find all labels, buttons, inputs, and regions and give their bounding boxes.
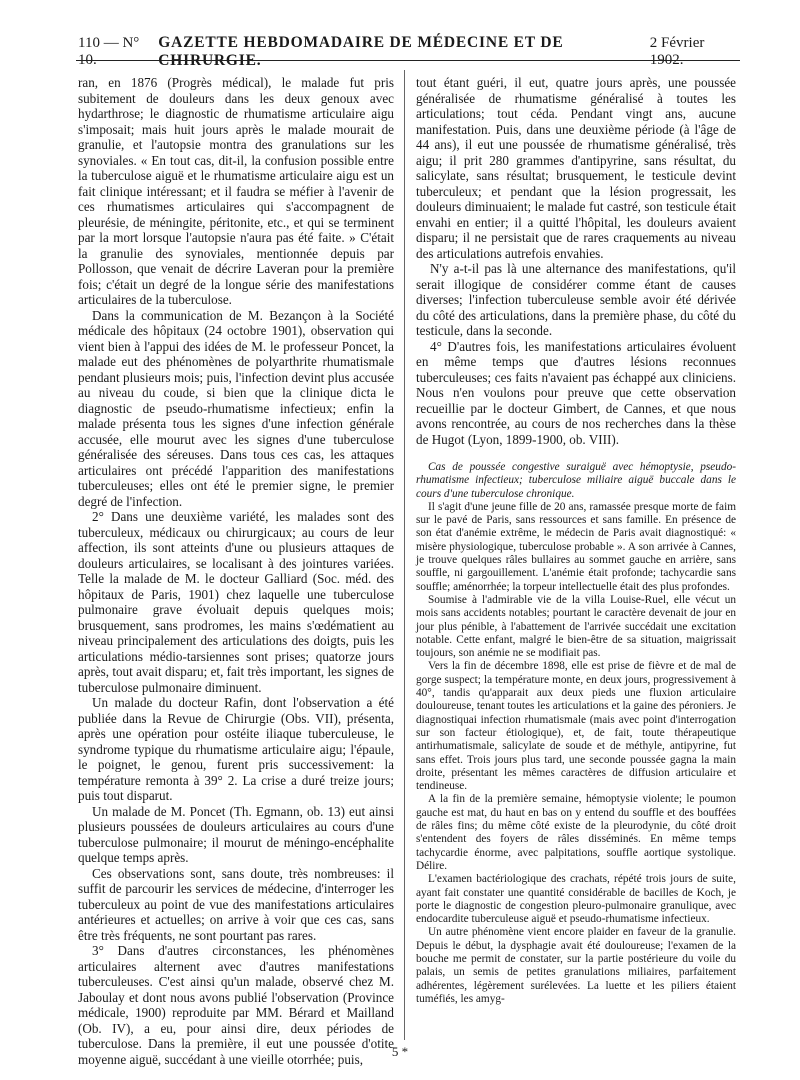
case-paragraph: Vers la fin de décembre 1898, elle est prise de fièvre et de mal de gorge suspect; la température monte, en deux jours, progressivement à 40°, tandis qu'apparait aux deux pieds une fluxion articulaire douloureuse, tenant toutes les articulations et la gaine des péroniers. Je diagnostiquai infection rhumatismale (mais avec point d'interrogation sur son facteur étiologique), et, de fait, toute thérapeutique antirhumatismale, salicylate de soude et de méthyle, antipyrine, fut sans effet. Trois jours plus tard, une seconde poussée gagna la main droite, présentant les mêmes caractères de diffusion articulaire et tendineuse. [416,660,736,793]
header-date: 2 Février 1902. [649,35,705,68]
header-rule [76,60,740,61]
case-paragraph: Soumise à l'admirable vie de la villa Louise-Ruel, elle vécut un mois sans accidents notables; pourtant le caractère devenait de jour en jour plus pénible, à l'abattement de l'arrivée succédait une excitation notable. Cette enfant, malgré le bien-être de sa situation, maigrissait toujours, son anémie ne se modifiait pas. [416,593,736,660]
header-page-number: 110 — N° 10. [78,35,140,68]
running-header [78,34,738,69]
header-journal-title: GAZETTE HEBDOMADAIRE DE MÉDECINE ET DE CHIRURGIE. [158,34,564,69]
paragraph: Un malade du docteur Rafin, dont l'observation a été publiée dans la Revue de Chirurgie (Obs. VII), présenta, après une opération pour ostéite iliaque tuberculeuse, le syndrome typique du rhumatisme articulaire aigu; l'épaule, le poignet, le genou, furent pris successivement: la température remonta à 39° 2. La crise a duré treize jours; puis tout disparut. [78,695,394,803]
paragraph: Ces observations sont, sans doute, très nombreuses: il suffit de parcourir les services de médecine, d'interroger les tuberculeux au point de vue des manifestations articulaires antérieures et actuelles; on arrive à voir que ces cas, sans être très fréquents, ne sont pourtant pas rares. [78,865,394,943]
case-paragraph: A la fin de la première semaine, hémoptysie violente; le poumon gauche est mat, du haut en bas on y entend du souffle et des bouffées de râles fins; du même côté existe de la pleurodynie, du côté droit s'entendent des foyers de râles disséminés. En même temps tachycardie énorme, avec palpitations, souffle aortique systolique. Délire. [416,793,736,872]
paragraph: N'y a-t-il pas là une alternance des manifestations, qu'il serait illogique de considérer comme étant de causes diverses; l'infection tuberculeuse semble avoir été dérivée du côté des articulations, dans la première phase, du côté du testicule, dans la seconde. [416,261,736,338]
paragraph: Un malade de M. Poncet (Th. Egmann, ob. 13) eut ainsi plusieurs poussées de douleurs articulaires au cours d'une tuberculose pulmonaire; il mourut de méningo-encéphalite quelque temps après. [78,803,394,865]
paragraph: 4° D'autres fois, les manifestations articulaires évoluent en même temps que d'autres lésions reconnues tuberculeuses; ces faits n'avaient pas échappé aux cliniciens. Nous n'en voulons pour preuve que cette observation recueillie par le docteur Gimbert, de Cannes, et que nous avons rencontrée, au cours de nos recherches dans la thèse de Hugot (Lyon, 1899-1900, ob. VIII). [416,338,736,447]
page-footer-mark: 5 * [391,1044,409,1059]
right-column [416,75,736,1006]
column-divider [404,70,405,1040]
case-paragraph: Il s'agit d'une jeune fille de 20 ans, ramassée presque morte de faim sur le pavé de Paris, sans ressources et sans famille. En présence de son état d'anémie extrême, le médecin de Paris avait diagnostiqué: « misère physiologique, tuberculose probable ». A son arrivée à Cannes, je trouve quelques râles bullaires au sommet gauche en arrière, sans souffle, ni gargouillement. L'anémie était profonde; tachycardie sans souffle; aménorrhée; la torpeur intellectuelle était des plus profondes. [416,500,736,593]
case-report [416,461,736,1006]
case-title: Cas de poussée congestive suraiguë avec hémoptysie, pseudo-rhumatisme infectieux; tuberculose miliaire aiguë buccale dans le cours d'une tuberculose chronique. [416,461,736,500]
paragraph: 3° Dans d'autres circonstances, les phénomènes articulaires alternent avec d'autres manifestations tuberculeuses. C'est ainsi qu'un malade, observé chez M. Jaboulay et dont nous avons publié l'observation (Province médicale, 1900) reproduite par MM. Bérard et Mailland (Ob. IV), a eu, pour ainsi dire, deux périodes de tuberculose. Dans la première, il eut une poussée d'otite moyenne aiguë, succédant à une vieille otorrhée; puis, [78,943,394,1067]
paragraph: 2° Dans une deuxième variété, les malades sont des tuberculeux, médicaux ou chirurgicaux; au cours de leur affection, ils sont atteints d'une ou plusieurs attaques de douleurs articulaires, se localisant à des jointures variées. Telle la malade de M. le docteur Galliard (Soc. méd. des hôpitaux de Paris, 1901) chez laquelle une tuberculose pulmonaire grave évoluait depuis quelques mois; brusquement, sans prodromes, les mains s'œdématient au niveau principalement des articulations des doigts, puis les articulations médio-tarsiennes sont prises; quatorze jours après, tout avait disparu; et, fait très important, les signes de tuberculose pulmonaire diminuent. [78,509,394,695]
case-paragraph: Un autre phénomène vient encore plaider en faveur de la granulie. Depuis le début, la dysphagie avait été douloureuse; l'examen de la bouche me permit de constater, sur la partie postérieure du voile du palais, un semis de petites granulations miliaires, parfaitement adhérentes, légèrement surélevées. La luette et les piliers étaient tuméfiés, les amyg- [416,926,736,1005]
paragraph: tout étant guéri, il eut, quatre jours après, une poussée généralisée de rhumatisme généralisé à toutes les articulations; tout céda. Pendant vingt ans, aucune manifestation. Puis, dans une deuxième période (à l'âge de 44 ans), il eut une poussée de rhumatisme généralisé, très aigu; il prit 280 grammes d'antipyrine, sans résultat, du salicylate, sans résultat; brusquement, le testicule devint tuberculeux; et pendant que la lésion progressait, les douleurs diminuaient; le malade fut castré, son testicule était envahi en entier; il a quitté l'hôpital, les douleurs avaient disparu; il ne persistait que de rares craquements au niveau des articulations autrefois envahies. [416,75,736,261]
case-paragraph: L'examen bactériologique des crachats, répété trois jours de suite, ayant fait constater une quantité considérable de bacilles de Koch, je porte le diagnostic de congestion pleuro-pulmonaire granulique, avec endocardite tuberculeuse aiguë et pseudo-rhumatisme infectieux. [416,873,736,926]
paragraph: Dans la communication de M. Bezançon à la Société médicale des hôpitaux (24 octobre 1901), observation qui vient bien à l'appui des idées de M. le professeur Poncet, la malade eut des phénomènes de polyarthrite rhumatismale pendant plusieurs mois; puis, l'infection devint plus accusée au niveau du coude, si bien que la clinique dicta le diagnostic de pseudo-rhumatisme infectieux; enfin la malade présenta tous les signes d'une infection générale accusée, elle mourut avec les signes d'une tuberculose généralisée des séreuses. Dans tous ces cas, les attaques articulaires ont précédé l'apparition des manifestations tuberculeuses; elles ont été le premier signe, le premier degré de l'infection. [78,307,394,509]
paragraph: ran, en 1876 (Progrès médical), le malade fut pris subitement de douleurs dans les deux genoux avec hydarthrose; le diagnostic de rhumatisme articulaire aigu s'imposait; mais huit jours après le malade mourait de granulie, et l'autopsie montra des granulations sur les synoviales. « En tout cas, dit-il, la confusion possible entre la tuberculose aiguë et le rhumatisme articulaire aigu est un fait clinique intéressant; et il faudra se méfier à l'avenir de ces rhumatismes articulaires qui s'accompagnent de pleurésie, de méningite, péritonite, etc., et qui se terminent par la mort lorsque l'autopsie n'aura pas été faite. » C'était la granulie des synoviales, mentionnée depuis par Pollosson, que venait de décrire Laveran pour la première fois; c'était un degré de la longue série des manifestations articulaires de la tuberculose. [78,75,394,307]
left-column [78,75,394,1067]
